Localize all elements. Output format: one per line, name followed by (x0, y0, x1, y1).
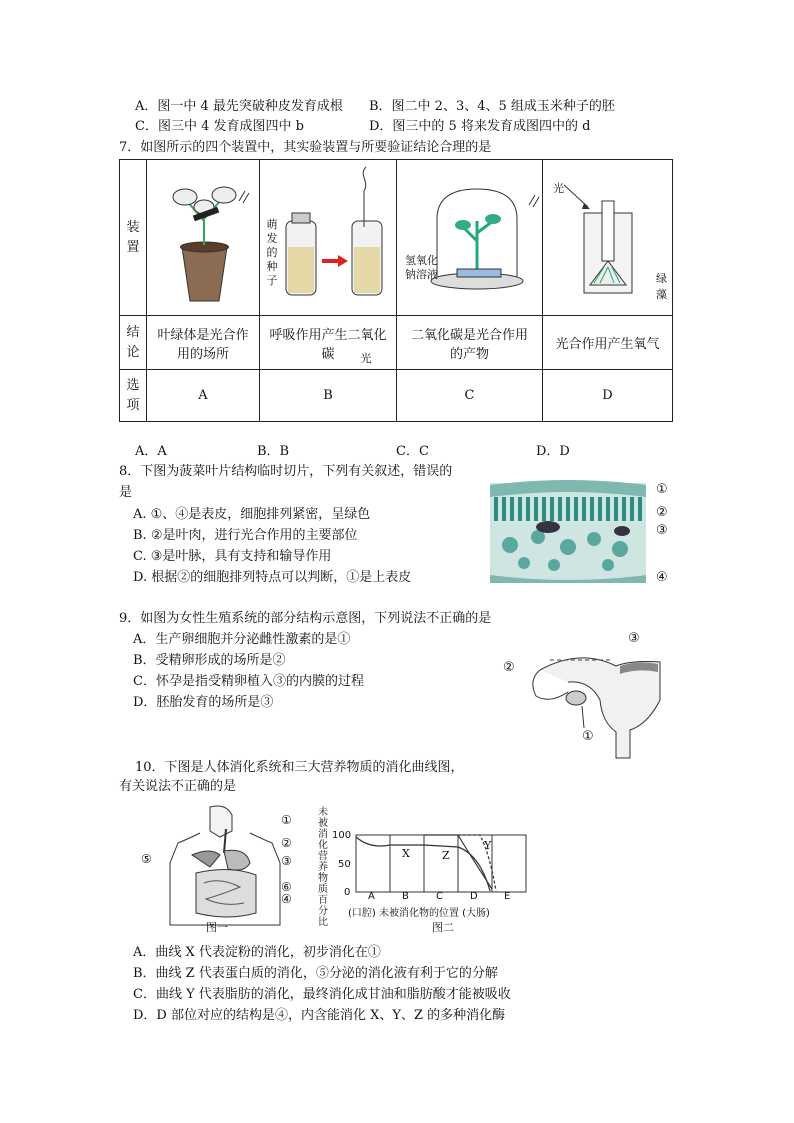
q10-fig1-mark-2: ② (281, 836, 292, 850)
light-label-d: 光 (553, 182, 564, 195)
col-e: E (504, 891, 511, 902)
q9-stem: 9．如图为女性生殖系统的部分结构示意图，下列说法不正确的是 (119, 611, 492, 626)
q7-table (119, 159, 673, 422)
q10-stem: 10．下图是人体消化系统和三大营养物质的消化曲线图， (135, 760, 464, 775)
q10-option-c: C．曲线 Y 代表脂肪的消化，最终消化成甘油和脂肪酸才能被吸收 (133, 987, 511, 1002)
q10-fig1-mark-3: ③ (281, 854, 292, 868)
q10-fig1-mark-5: ⑤ (141, 852, 152, 866)
algae-label: 绿藻 (656, 272, 667, 301)
device-c (397, 160, 543, 316)
digestive-system-figure (140, 803, 300, 933)
curve-z-label: Z (442, 849, 450, 862)
col-c: C (436, 891, 443, 902)
q10-option-a: A．曲线 X 代表淀粉的消化，初步消化在① (133, 945, 381, 960)
q6-option-b: B．图二中 2、3、4、5 组成玉米种子的胚 (369, 99, 615, 114)
q7-stem: 7．如图所示的四个装置中，其实验装置与所要验证结论合理的是 (119, 140, 492, 155)
seeds-label: 萌 发 的 种 子 (266, 218, 278, 287)
uterus-figure (520, 640, 670, 762)
row-label-conclusion: 结 论 (120, 316, 147, 370)
col-d: D (470, 891, 478, 902)
q7-answer-a: A．A (135, 444, 167, 459)
q6-option-c: C．图三中 4 发育成图四中 b (135, 119, 304, 134)
leaf-section-figure (490, 475, 650, 585)
option-cell-a: A (147, 370, 260, 422)
q10-option-b: B．曲线 Z 代表蛋白质的消化，⑤分泌的消化液有利于它的分解 (133, 966, 498, 981)
q10-fig2-ylabel: 未被消化营养物质百分比 (318, 807, 328, 928)
y-tick-100: 100 (332, 830, 352, 841)
curve-x-label: X (402, 847, 410, 860)
conclusion-a: 叶绿体是光合作用的场所 (147, 316, 260, 370)
q9-mark-1: ① (582, 729, 594, 744)
q6-option-a: A．图一中 4 最先突破种皮发育成根 (135, 99, 343, 114)
q7-answer-d: D．D (536, 444, 570, 459)
q9-option-d: D．胚胎发育的场所是③ (133, 695, 274, 710)
q9-option-c: C．怀孕是指受精卵植入③的内膜的过程 (133, 674, 364, 689)
q10-fig2-caption: 图二 (432, 921, 454, 934)
q6-option-d: D．图三中的 5 将来发育成图四中的 d (369, 119, 591, 134)
q9-mark-3: ③ (628, 631, 640, 646)
light-label-a: 光 (360, 351, 372, 365)
q8-mark-3: ③ (656, 523, 668, 538)
q10-fig2-xlabel: (口腔) 未被消化物的位置 (大肠) (348, 908, 490, 919)
q8-option-b: B. ②是叶肉，进行光合作用的主要部位 (133, 528, 358, 543)
conclusion-b: 呼吸作用产生二氧化碳 (260, 316, 397, 370)
q10-fig1-caption: 图一 (206, 921, 228, 934)
naoh-label: 氢氧化 钠溶液 (405, 254, 438, 281)
conclusion-d: 光合作用产生氧气 (543, 316, 673, 370)
q10-fig1-mark-4: ④ (281, 892, 292, 906)
potted-plant-figure (147, 161, 259, 311)
q8-option-d: D. 根据②的细胞排列特点可以判断，①是上表皮 (133, 570, 412, 585)
option-cell-b: B (260, 370, 397, 422)
digestion-curve-chart (330, 825, 530, 905)
y-tick-50: 50 (338, 859, 351, 870)
q8-stem-cont: 是 (119, 485, 133, 500)
q8-mark-2: ② (656, 505, 668, 520)
q10-fig1-mark-6: ⑥ (281, 880, 292, 894)
curve-y-label: Y (484, 839, 492, 852)
col-a: A (368, 891, 375, 902)
option-cell-d: D (543, 370, 673, 422)
q8-option-a: A. ①、④是表皮，细胞排列紧密，呈绿色 (133, 507, 371, 522)
row-label-option: 选 项 (120, 370, 147, 422)
device-d (543, 160, 673, 316)
q10-stem-cont: 有关说法不正确的是 (119, 779, 237, 794)
col-b: B (402, 891, 409, 902)
seed-bottles-figure (260, 161, 396, 311)
q8-mark-4: ④ (656, 570, 668, 585)
q8-option-c: C. ③是叶脉，具有支持和输导作用 (133, 549, 332, 564)
q7-answer-b: B．B (257, 444, 290, 459)
row-label-device: 装 置 (120, 160, 147, 316)
option-cell-c: C (397, 370, 543, 422)
q8-mark-1: ① (656, 482, 668, 497)
conclusion-c: 二氧化碳是光合作用的产物 (397, 316, 543, 370)
q7-answer-c: C．C (396, 444, 429, 459)
y-tick-0: 0 (344, 887, 351, 898)
curve-x (356, 837, 490, 891)
device-b (260, 160, 397, 316)
q8-stem: 8．下图为菠菜叶片结构临时切片，下列有关叙述，错误的 (119, 464, 453, 479)
q9-option-a: A．生产卵细胞并分泌雌性激素的是① (133, 632, 351, 647)
q9-mark-2: ② (503, 660, 515, 675)
bell-jar-figure (397, 161, 542, 311)
q10-option-d: D．D 部位对应的结构是④，内含能消化 X、Y、Z 的多种消化酶 (133, 1008, 506, 1023)
q9-option-b: B．受精卵形成的场所是② (133, 653, 286, 668)
q10-fig1-mark-1: ① (281, 813, 292, 827)
